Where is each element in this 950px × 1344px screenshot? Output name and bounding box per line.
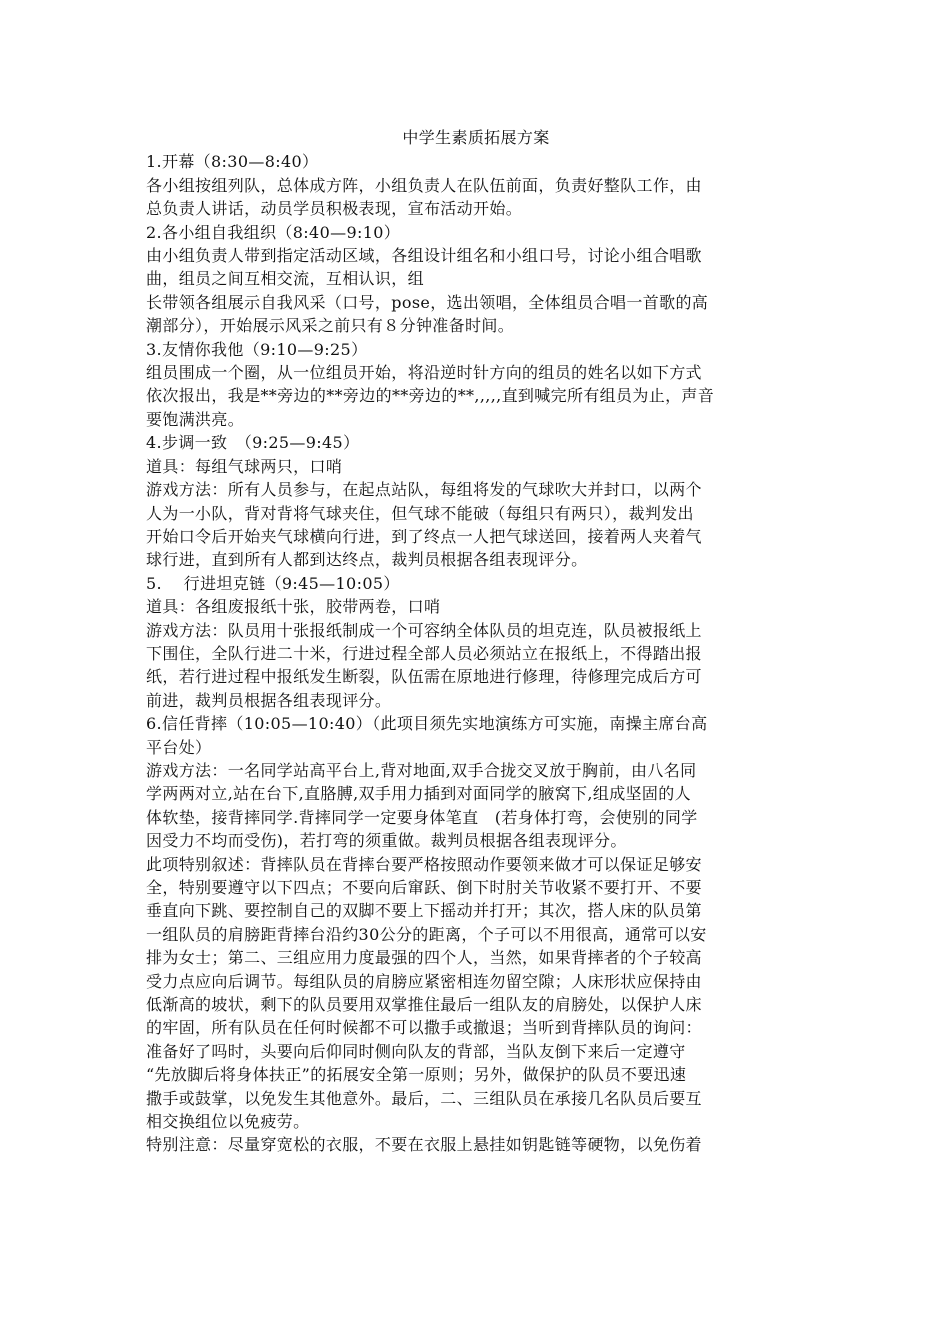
body-line: 准备好了吗时，头要向后仰同时侧向队友的背部，当队友倒下来后一定遵守: [146, 1041, 686, 1061]
body-line: 各小组按组列队，总体成方阵，小组负责人在队伍前面，负责好整队工作，由: [146, 175, 702, 195]
body-line: 组员围成一个圈，从一位组员开始，将沿逆时针方向的组员的姓名以如下方式: [146, 363, 702, 383]
body-line: 垂直向下跳、要控制自己的双脚不要上下摇动并打开；其次，搭人床的队员第: [146, 901, 702, 921]
body-line: 平台处）: [146, 737, 212, 757]
body-line: 要饱满洪亮。: [146, 409, 245, 429]
body-line: 纸，若行进过程中报纸发生断裂，队伍需在原地进行修理，待修理完成后方可: [146, 667, 702, 687]
body-line: 体软垫，接背摔同学.背摔同学一定要身体笔直 (若身体打弯，会使别的同学: [146, 807, 698, 827]
body-line: “先放脚后将身体扶正”的拓展安全第一原则；另外，做保护的队员不要迅速: [146, 1065, 687, 1085]
body-line: 受力点应向后调节。每组队员的肩膀应紧密相连勿留空隙；人床形状应保持由: [146, 971, 702, 991]
body-line: 潮部分），开始展示风采之前只有８分钟准备时间。: [146, 316, 515, 336]
body-line: 一组队员的肩膀距背摔台沿约30公分的距离，个子可以不用很高，通常可以安: [146, 924, 707, 944]
body-line: 人为一小队，背对背将气球夹住，但气球不能破（每组只有两只），裁判发出: [146, 503, 694, 523]
body-line: 3.友情你我他（9:10—9:25）: [146, 339, 368, 359]
document-title: 中学生素质拓展方案: [402, 128, 550, 147]
body-line: 1.开幕（8:30—8:40）: [146, 152, 319, 172]
body-line: 由小组负责人带到指定活动区域，各组设计组名和小组口号，讨论小组合唱歌: [146, 246, 702, 266]
body-line: 前进，裁判员根据各组表现评分。: [146, 690, 392, 710]
body-line: 依次报出，我是**旁边的**旁边的**旁边的**,,,,,直到喊完所有组员为止，声音: [146, 386, 715, 406]
body-line: 的牢固，所有队员在任何时候都不可以撒手或撤退；当听到背摔队员的询问：: [146, 1018, 702, 1038]
body-line: 6.信任背摔（10:05—10:40）（此项目须先实地演练方可实施，南操主席台高: [146, 714, 708, 734]
body-line: 下围住，全队行进二十米，行进过程全部人员必须站立在报纸上，不得踏出报: [146, 643, 702, 663]
body-line: 此项特别叙述：背摔队员在背摔台要严格按照动作要领来做才可以保证足够安: [146, 854, 702, 874]
body-line: 长带领各组展示自我风采（口号，pose，选出领唱，全体组员合唱一首歌的高: [146, 292, 709, 312]
body-line: 因受力不均而受伤)，若打弯的须重做。裁判员根据各组表现评分。: [146, 831, 627, 851]
body-line: 游戏方法：所有人员参与，在起点站队，每组将发的气球吹大并封口，以两个: [146, 480, 702, 500]
body-line: 开始口令后开始夹气球横向行进，到了终点一人把气球送回，接着两人夹着气: [146, 526, 702, 546]
body-line: 道具：每组气球两只，口哨: [146, 456, 343, 476]
body-line: 学两两对立,站在台下,直胳膊,双手用力插到对面同学的腋窝下,组成坚固的人: [146, 784, 691, 804]
body-line: 道具：各组废报纸十张，胶带两卷，口哨: [146, 597, 441, 617]
body-line: 特别注意：尽量穿宽松的衣服，不要在衣服上悬挂如钥匙链等硬物，以免伤着: [146, 1135, 702, 1155]
body-line: 球行进，直到所有人都到达终点，裁判员根据各组表现评分。: [146, 550, 588, 570]
body-line: 游戏方法：队员用十张报纸制成一个可容纳全体队员的坦克连，队员被报纸上: [146, 620, 702, 640]
body-line: 低渐高的坡状，剩下的队员要用双掌推住最后一组队友的肩膀处，以保护人床: [146, 995, 702, 1015]
body-line: 全，特别要遵守以下四点；不要向后窜跃、倒下时肘关节收紧不要打开、不要: [146, 878, 702, 897]
body-line: 总负责人讲话，动员学员积极表现，宣布活动开始。: [146, 199, 523, 219]
body-line: 2.各小组自我组织（8:40—9:10）: [146, 222, 401, 242]
body-line: 撒手或鼓掌，以免发生其他意外。最后，二、三组队员在承接几名队员后要互: [146, 1088, 702, 1108]
body-line: 曲，组员之间互相交流，互相认识，组: [146, 269, 424, 289]
body-line: 5. 行进坦克链（9:45—10:05）: [146, 573, 400, 593]
document-page: [146, 126, 806, 1157]
body-line: 相交换组位以免疲劳。: [146, 1112, 310, 1132]
body-line: 4.步调一致 （9:25—9:45）: [146, 433, 360, 453]
body-line: 排为女士；第二、三组应用力度最强的四个人，当然，如果背摔者的个子较高: [146, 948, 702, 968]
document-body: [146, 150, 806, 1156]
body-line: 游戏方法：一名同学站高平台上,背对地面,双手合拢交叉放于胸前，由八名同: [146, 760, 697, 780]
